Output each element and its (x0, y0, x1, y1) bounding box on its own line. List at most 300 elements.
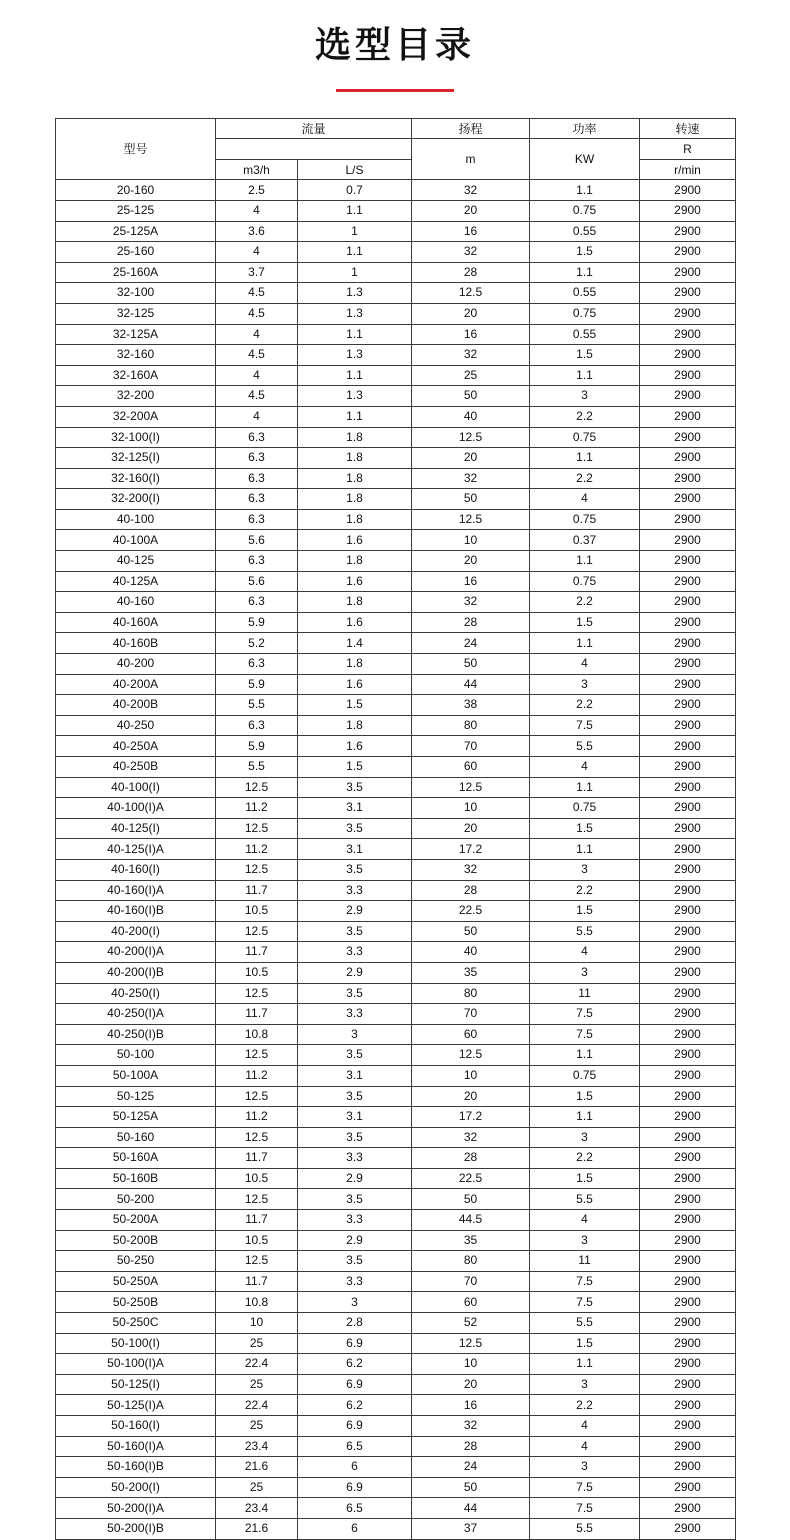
cell-power: 4 (530, 1416, 640, 1437)
cell-power: 3 (530, 1457, 640, 1478)
cell-model: 50-250C (56, 1313, 216, 1334)
cell-speed: 2900 (640, 1210, 736, 1231)
cell-flow-ls: 6 (298, 1518, 412, 1539)
cell-power: 5.5 (530, 1189, 640, 1210)
cell-flow-m3h: 10 (216, 1313, 298, 1334)
cell-flow-ls: 3.5 (298, 777, 412, 798)
cell-flow-m3h: 12.5 (216, 818, 298, 839)
cell-power: 1.1 (530, 777, 640, 798)
cell-head: 10 (412, 1354, 530, 1375)
cell-head: 28 (412, 880, 530, 901)
cell-flow-ls: 1.6 (298, 612, 412, 633)
cell-head: 20 (412, 200, 530, 221)
cell-speed: 2900 (640, 1292, 736, 1313)
cell-power: 1.1 (530, 839, 640, 860)
cell-speed: 2900 (640, 983, 736, 1004)
cell-head: 20 (412, 1374, 530, 1395)
cell-model: 50-100A (56, 1065, 216, 1086)
cell-head: 40 (412, 406, 530, 427)
cell-flow-m3h: 4.5 (216, 345, 298, 366)
cell-flow-ls: 3 (298, 1292, 412, 1313)
table-row (56, 448, 736, 469)
cell-model: 40-160(I)B (56, 901, 216, 922)
cell-head: 70 (412, 736, 530, 757)
cell-flow-m3h: 6.3 (216, 448, 298, 469)
table-row (56, 859, 736, 880)
cell-flow-m3h: 12.5 (216, 921, 298, 942)
table-row (56, 200, 736, 221)
cell-flow-m3h: 12.5 (216, 1189, 298, 1210)
cell-head: 25 (412, 365, 530, 386)
table-row (56, 942, 736, 963)
cell-flow-ls: 6 (298, 1457, 412, 1478)
cell-flow-m3h: 23.4 (216, 1498, 298, 1519)
cell-flow-m3h: 12.5 (216, 859, 298, 880)
cell-flow-m3h: 11.7 (216, 1148, 298, 1169)
cell-head: 12.5 (412, 1333, 530, 1354)
cell-flow-ls: 6.2 (298, 1354, 412, 1375)
cell-speed: 2900 (640, 736, 736, 757)
cell-model: 25-160A (56, 262, 216, 283)
cell-flow-ls: 3.3 (298, 942, 412, 963)
cell-flow-ls: 1.8 (298, 654, 412, 675)
table-row (56, 303, 736, 324)
cell-power: 5.5 (530, 736, 640, 757)
cell-speed: 2900 (640, 1127, 736, 1148)
cell-speed: 2900 (640, 1251, 736, 1272)
cell-speed: 2900 (640, 612, 736, 633)
cell-flow-m3h: 5.9 (216, 674, 298, 695)
cell-flow-ls: 1.6 (298, 571, 412, 592)
table-row (56, 962, 736, 983)
cell-flow-m3h: 25 (216, 1374, 298, 1395)
cell-flow-ls: 1.4 (298, 633, 412, 654)
cell-power: 2.2 (530, 1395, 640, 1416)
table-row (56, 983, 736, 1004)
cell-flow-m3h: 21.6 (216, 1457, 298, 1478)
cell-speed: 2900 (640, 674, 736, 695)
cell-head: 28 (412, 262, 530, 283)
col-header-speed: 转速 (640, 118, 736, 139)
cell-speed: 2900 (640, 530, 736, 551)
cell-head: 32 (412, 180, 530, 201)
table-row (56, 468, 736, 489)
pump-selection-table (55, 118, 736, 1540)
cell-model: 25-125A (56, 221, 216, 242)
cell-flow-ls: 1.1 (298, 242, 412, 263)
table-row (56, 1354, 736, 1375)
table-row (56, 736, 736, 757)
cell-flow-ls: 6.5 (298, 1436, 412, 1457)
cell-flow-m3h: 4 (216, 324, 298, 345)
cell-power: 4 (530, 1436, 640, 1457)
cell-power: 1.5 (530, 345, 640, 366)
table-row (56, 1230, 736, 1251)
cell-flow-ls: 1.1 (298, 324, 412, 345)
cell-power: 7.5 (530, 1004, 640, 1025)
cell-model: 40-160B (56, 633, 216, 654)
cell-flow-ls: 3.5 (298, 1189, 412, 1210)
cell-flow-ls: 1.1 (298, 365, 412, 386)
cell-flow-ls: 3.1 (298, 1107, 412, 1128)
cell-flow-m3h: 11.7 (216, 942, 298, 963)
cell-model: 50-100 (56, 1045, 216, 1066)
cell-power: 1.1 (530, 633, 640, 654)
cell-power: 11 (530, 1251, 640, 1272)
cell-flow-m3h: 2.5 (216, 180, 298, 201)
cell-speed: 2900 (640, 1004, 736, 1025)
cell-flow-m3h: 4 (216, 406, 298, 427)
col-header-power-unit: KW (530, 139, 640, 180)
cell-flow-ls: 3.3 (298, 880, 412, 901)
cell-speed: 2900 (640, 859, 736, 880)
cell-flow-m3h: 4 (216, 365, 298, 386)
cell-flow-ls: 1.8 (298, 468, 412, 489)
col-header-flow-unit-ls: L/S (298, 159, 412, 180)
cell-speed: 2900 (640, 921, 736, 942)
cell-power: 3 (530, 1374, 640, 1395)
cell-model: 40-100 (56, 509, 216, 530)
cell-speed: 2900 (640, 365, 736, 386)
cell-speed: 2900 (640, 180, 736, 201)
table-row (56, 1189, 736, 1210)
cell-power: 3 (530, 962, 640, 983)
cell-model: 50-200(I)B (56, 1518, 216, 1539)
cell-flow-m3h: 12.5 (216, 1127, 298, 1148)
table-header (56, 118, 736, 180)
cell-model: 32-125 (56, 303, 216, 324)
cell-flow-m3h: 11.7 (216, 1004, 298, 1025)
cell-flow-ls: 6.2 (298, 1395, 412, 1416)
cell-model: 50-160(I) (56, 1416, 216, 1437)
table-row (56, 1457, 736, 1478)
cell-speed: 2900 (640, 1333, 736, 1354)
cell-flow-m3h: 22.4 (216, 1354, 298, 1375)
table-row (56, 489, 736, 510)
cell-head: 16 (412, 221, 530, 242)
table-row (56, 1395, 736, 1416)
cell-head: 32 (412, 1127, 530, 1148)
cell-model: 50-250B (56, 1292, 216, 1313)
cell-model: 50-250A (56, 1271, 216, 1292)
table-row (56, 921, 736, 942)
cell-flow-m3h: 11.2 (216, 1107, 298, 1128)
cell-flow-ls: 3.5 (298, 1127, 412, 1148)
cell-speed: 2900 (640, 1457, 736, 1478)
cell-flow-m3h: 4.5 (216, 386, 298, 407)
cell-speed: 2900 (640, 1168, 736, 1189)
cell-head: 20 (412, 551, 530, 572)
cell-speed: 2900 (640, 880, 736, 901)
cell-flow-ls: 1.1 (298, 406, 412, 427)
cell-flow-ls: 3 (298, 1024, 412, 1045)
cell-flow-ls: 3.5 (298, 818, 412, 839)
cell-head: 52 (412, 1313, 530, 1334)
cell-head: 32 (412, 242, 530, 263)
cell-flow-m3h: 21.6 (216, 1518, 298, 1539)
cell-flow-ls: 3.5 (298, 859, 412, 880)
cell-flow-ls: 3.3 (298, 1004, 412, 1025)
spec-table-wrapper (0, 92, 790, 1540)
cell-flow-ls: 6.5 (298, 1498, 412, 1519)
cell-flow-m3h: 12.5 (216, 1086, 298, 1107)
cell-power: 2.2 (530, 468, 640, 489)
cell-head: 10 (412, 530, 530, 551)
cell-power: 4 (530, 757, 640, 778)
cell-model: 40-100(I)A (56, 798, 216, 819)
table-row (56, 777, 736, 798)
cell-power: 0.75 (530, 303, 640, 324)
cell-power: 5.5 (530, 1313, 640, 1334)
cell-power: 3 (530, 386, 640, 407)
col-header-head-unit: m (412, 139, 530, 180)
table-row (56, 612, 736, 633)
cell-flow-ls: 1.8 (298, 509, 412, 530)
cell-speed: 2900 (640, 509, 736, 530)
cell-flow-ls: 1.8 (298, 715, 412, 736)
cell-speed: 2900 (640, 901, 736, 922)
table-row (56, 221, 736, 242)
cell-power: 0.75 (530, 200, 640, 221)
cell-power: 2.2 (530, 695, 640, 716)
cell-model: 40-200(I)A (56, 942, 216, 963)
cell-model: 40-160(I)A (56, 880, 216, 901)
cell-power: 0.75 (530, 798, 640, 819)
table-row (56, 1313, 736, 1334)
cell-model: 25-160 (56, 242, 216, 263)
cell-power: 0.55 (530, 324, 640, 345)
cell-power: 4 (530, 942, 640, 963)
cell-model: 50-100(I)A (56, 1354, 216, 1375)
header-row-top (56, 118, 736, 139)
table-row (56, 1251, 736, 1272)
cell-head: 50 (412, 386, 530, 407)
cell-head: 40 (412, 942, 530, 963)
cell-flow-m3h: 4 (216, 200, 298, 221)
cell-speed: 2900 (640, 777, 736, 798)
page-title: 选型目录 (314, 25, 475, 66)
cell-speed: 2900 (640, 839, 736, 860)
cell-power: 5.5 (530, 921, 640, 942)
cell-head: 12.5 (412, 283, 530, 304)
cell-head: 16 (412, 1395, 530, 1416)
cell-model: 40-250 (56, 715, 216, 736)
cell-model: 50-200 (56, 1189, 216, 1210)
cell-speed: 2900 (640, 200, 736, 221)
cell-flow-ls: 2.8 (298, 1313, 412, 1334)
cell-flow-m3h: 11.7 (216, 1271, 298, 1292)
cell-head: 17.2 (412, 839, 530, 860)
cell-flow-ls: 3.1 (298, 1065, 412, 1086)
cell-head: 16 (412, 324, 530, 345)
cell-power: 4 (530, 654, 640, 675)
cell-power: 7.5 (530, 1477, 640, 1498)
cell-power: 1.1 (530, 448, 640, 469)
cell-flow-m3h: 11.2 (216, 1065, 298, 1086)
cell-power: 2.2 (530, 880, 640, 901)
cell-head: 50 (412, 921, 530, 942)
cell-speed: 2900 (640, 654, 736, 675)
cell-flow-ls: 3.5 (298, 1045, 412, 1066)
table-row (56, 386, 736, 407)
cell-flow-ls: 3.5 (298, 921, 412, 942)
cell-model: 40-200(I)B (56, 962, 216, 983)
cell-flow-ls: 1.3 (298, 386, 412, 407)
cell-power: 7.5 (530, 1498, 640, 1519)
cell-power: 2.2 (530, 1148, 640, 1169)
cell-head: 17.2 (412, 1107, 530, 1128)
col-header-flow: 流量 (216, 118, 412, 139)
cell-power: 1.5 (530, 1333, 640, 1354)
cell-flow-m3h: 5.5 (216, 695, 298, 716)
cell-flow-ls: 6.9 (298, 1416, 412, 1437)
table-row (56, 1477, 736, 1498)
cell-flow-ls: 1.5 (298, 757, 412, 778)
col-header-model: 型号 (56, 118, 216, 180)
cell-flow-ls: 1 (298, 262, 412, 283)
cell-head: 50 (412, 1477, 530, 1498)
cell-head: 28 (412, 1436, 530, 1457)
cell-head: 12.5 (412, 427, 530, 448)
table-row (56, 1374, 736, 1395)
cell-flow-ls: 3.5 (298, 1251, 412, 1272)
cell-model: 50-160(I)A (56, 1436, 216, 1457)
table-row (56, 1086, 736, 1107)
cell-head: 10 (412, 1065, 530, 1086)
table-row (56, 1065, 736, 1086)
cell-flow-ls: 1.3 (298, 283, 412, 304)
cell-model: 40-200B (56, 695, 216, 716)
cell-flow-ls: 0.7 (298, 180, 412, 201)
cell-flow-ls: 3.3 (298, 1210, 412, 1231)
cell-model: 32-200 (56, 386, 216, 407)
cell-flow-m3h: 5.6 (216, 530, 298, 551)
cell-speed: 2900 (640, 1107, 736, 1128)
cell-power: 4 (530, 489, 640, 510)
cell-flow-m3h: 12.5 (216, 1251, 298, 1272)
cell-power: 1.1 (530, 1354, 640, 1375)
table-row (56, 551, 736, 572)
cell-flow-m3h: 4.5 (216, 303, 298, 324)
cell-model: 40-250(I) (56, 983, 216, 1004)
cell-flow-m3h: 4.5 (216, 283, 298, 304)
cell-power: 0.55 (530, 283, 640, 304)
cell-model: 20-160 (56, 180, 216, 201)
cell-flow-m3h: 10.5 (216, 1230, 298, 1251)
cell-speed: 2900 (640, 262, 736, 283)
cell-head: 32 (412, 592, 530, 613)
cell-flow-m3h: 6.3 (216, 489, 298, 510)
cell-head: 70 (412, 1004, 530, 1025)
cell-flow-ls: 3.5 (298, 1086, 412, 1107)
table-row (56, 1498, 736, 1519)
cell-power: 0.75 (530, 509, 640, 530)
col-header-head: 扬程 (412, 118, 530, 139)
cell-flow-m3h: 12.5 (216, 983, 298, 1004)
cell-flow-m3h: 22.4 (216, 1395, 298, 1416)
cell-head: 20 (412, 448, 530, 469)
cell-flow-m3h: 25 (216, 1477, 298, 1498)
cell-flow-m3h: 4 (216, 242, 298, 263)
cell-model: 40-100A (56, 530, 216, 551)
cell-model: 32-160 (56, 345, 216, 366)
cell-power: 0.37 (530, 530, 640, 551)
cell-head: 44 (412, 674, 530, 695)
cell-power: 1.1 (530, 365, 640, 386)
table-row (56, 530, 736, 551)
cell-speed: 2900 (640, 633, 736, 654)
cell-flow-m3h: 10.8 (216, 1024, 298, 1045)
cell-model: 40-200(I) (56, 921, 216, 942)
cell-power: 1.5 (530, 818, 640, 839)
cell-head: 35 (412, 1230, 530, 1251)
cell-model: 40-200 (56, 654, 216, 675)
cell-head: 22.5 (412, 1168, 530, 1189)
table-row (56, 571, 736, 592)
cell-speed: 2900 (640, 1230, 736, 1251)
cell-flow-ls: 3.5 (298, 983, 412, 1004)
cell-head: 60 (412, 1024, 530, 1045)
cell-speed: 2900 (640, 1395, 736, 1416)
cell-speed: 2900 (640, 489, 736, 510)
cell-speed: 2900 (640, 1086, 736, 1107)
cell-flow-ls: 1.6 (298, 736, 412, 757)
cell-speed: 2900 (640, 303, 736, 324)
table-row (56, 1210, 736, 1231)
cell-flow-m3h: 6.3 (216, 427, 298, 448)
cell-flow-ls: 3.3 (298, 1148, 412, 1169)
cell-power: 1.5 (530, 901, 640, 922)
cell-speed: 2900 (640, 551, 736, 572)
table-row (56, 1127, 736, 1148)
cell-model: 40-100(I) (56, 777, 216, 798)
cell-flow-m3h: 3.7 (216, 262, 298, 283)
cell-model: 50-100(I) (56, 1333, 216, 1354)
table-row (56, 1292, 736, 1313)
cell-flow-ls: 2.9 (298, 962, 412, 983)
cell-speed: 2900 (640, 1189, 736, 1210)
cell-speed: 2900 (640, 427, 736, 448)
cell-head: 28 (412, 1148, 530, 1169)
cell-speed: 2900 (640, 386, 736, 407)
table-row (56, 674, 736, 695)
cell-flow-m3h: 5.9 (216, 736, 298, 757)
cell-head: 32 (412, 468, 530, 489)
cell-power: 1.5 (530, 1086, 640, 1107)
cell-flow-ls: 2.9 (298, 901, 412, 922)
cell-flow-ls: 1.6 (298, 530, 412, 551)
cell-model: 40-125A (56, 571, 216, 592)
cell-flow-m3h: 5.6 (216, 571, 298, 592)
cell-flow-m3h: 11.2 (216, 839, 298, 860)
cell-model: 50-200(I) (56, 1477, 216, 1498)
cell-head: 50 (412, 654, 530, 675)
cell-power: 3 (530, 1230, 640, 1251)
cell-flow-m3h: 6.3 (216, 654, 298, 675)
cell-head: 60 (412, 757, 530, 778)
cell-speed: 2900 (640, 757, 736, 778)
cell-power: 2.2 (530, 406, 640, 427)
col-header-power: 功率 (530, 118, 640, 139)
table-row (56, 901, 736, 922)
cell-speed: 2900 (640, 406, 736, 427)
cell-power: 11 (530, 983, 640, 1004)
cell-flow-m3h: 6.3 (216, 715, 298, 736)
cell-model: 50-125A (56, 1107, 216, 1128)
table-body (56, 180, 736, 1539)
table-row (56, 1416, 736, 1437)
cell-flow-ls: 1 (298, 221, 412, 242)
